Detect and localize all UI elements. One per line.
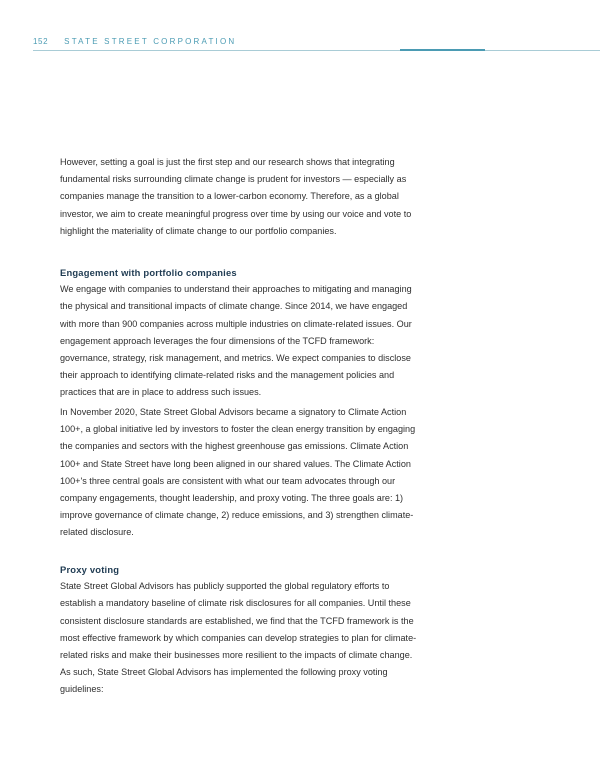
proxy-voting-heading: Proxy voting [60, 564, 120, 575]
engagement-section [60, 264, 420, 402]
engagement-paragraph-1: We engage with companies to understand their approaches to mitigating and managing the physical and transitional impacts of climate change. Since 2014, we have engaged with more than 900 companies across multiple industries on climate-related issues. Our engagement approach leverages the four dimensions of the TCFD framework: governance, strategy, risk management, and metrics. We expect companies to disclose their approach to identifying climate-related risks and the management policies and practices that are in place to address such issues. [60, 284, 412, 398]
header-rule-accent [400, 49, 485, 51]
intro-section [60, 154, 420, 240]
climate-action-section [60, 404, 420, 542]
header-title: STATE STREET CORPORATION [64, 37, 237, 46]
engagement-heading: Engagement with portfolio companies [60, 267, 237, 278]
header-rule [33, 50, 600, 51]
proxy-voting-section [60, 561, 420, 699]
proxy-voting-paragraph: State Street Global Advisors has publicly supported the global regulatory efforts to establish a mandatory baseline of climate risk disclosures for all companies. Until these consistent disclosure standards are established, we find that the TCFD framework is the most effective framework by which companies can develop strategies to plan for climate-related risks and make their businesses more resilient to the impacts of climate change. As such, State Street Global Advisors has implemented the following proxy voting guidelines: [60, 581, 417, 695]
running-header [33, 37, 236, 46]
intro-paragraph: However, setting a goal is just the first step and our research shows that integrating fundamental risks surrounding climate change is prudent for investors — especially as companies manage the transition to a lower-carbon economy. Therefore, as a global investor, we aim to create meaningful progress over time by using our voice and vote to highlight the materiality of climate change to our portfolio companies. [60, 157, 412, 236]
page-number: 152 [33, 37, 49, 46]
engagement-paragraph-2: In November 2020, State Street Global Advisors became a signatory to Climate Action 100+, a global initiative led by investors to foster the clean energy transition by engaging the companies and sectors with the highest greenhouse gas emissions. Climate Action 100+ and State Street have long been aligned in our shared values. The Climate Action 100+'s three central goals are consistent with what our team advocates through our company engagements, thought leadership, and proxy voting. The three goals are: 1) improve governance of climate change, 2) reduce emissions, and 3) strengthen climate-related disclosure. [60, 407, 416, 538]
